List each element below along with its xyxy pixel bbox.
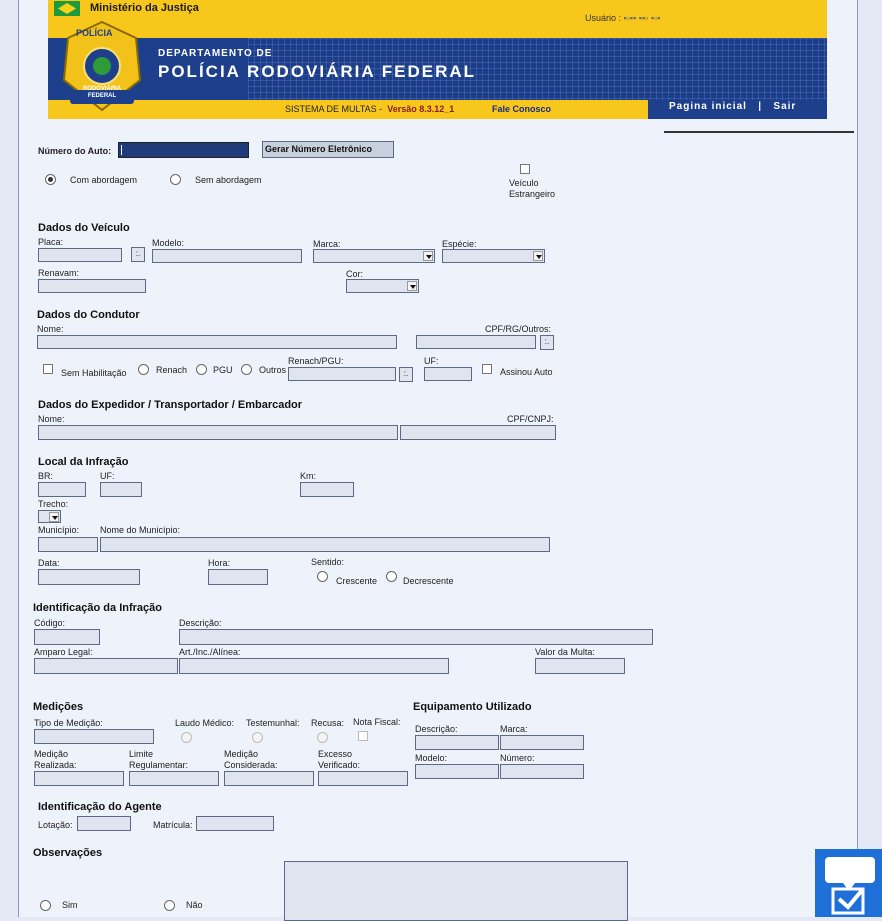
home-link[interactable]: Pagina inicial <box>669 101 747 112</box>
vehicle-section-title: Dados do Veículo <box>38 222 130 234</box>
notes-section-title: Observações <box>33 847 103 859</box>
foreign-vehicle-label: Veículo Estrangeiro <box>509 178 556 199</box>
notes-textarea[interactable] <box>284 861 628 921</box>
renach-label: Renach <box>156 365 188 375</box>
equipment-section-title: Equipamento Utilizado <box>413 701 532 713</box>
measured-label-2: Realizada: <box>34 760 77 770</box>
measured-input[interactable] <box>34 771 124 786</box>
foreign-vehicle-checkbox[interactable] <box>520 164 530 174</box>
model-label: Modelo: <box>152 238 185 248</box>
shipper-cnpj-label: CPF/CNPJ: <box>507 414 554 424</box>
plate-lookup-button[interactable]: :. <box>131 247 145 262</box>
article-label: Art./Inc./Alínea: <box>179 647 241 657</box>
excess-label-2: Verificado: <box>318 760 361 770</box>
signed-label: Assinou Auto <box>500 367 553 377</box>
considered-label-2: Considerada: <box>224 760 278 770</box>
without-approach-label: Sem abordagem <box>195 175 262 185</box>
equipment-model-label: Modelo: <box>415 753 448 763</box>
with-approach-label: Com abordagem <box>70 175 138 185</box>
chat-widget-button[interactable] <box>815 849 882 917</box>
stretch-select[interactable] <box>38 510 61 523</box>
witness-radio[interactable] <box>252 732 263 743</box>
species-select[interactable] <box>442 249 545 263</box>
unit-input[interactable] <box>77 816 131 831</box>
signed-checkbox[interactable] <box>482 364 492 374</box>
time-input[interactable] <box>208 569 268 585</box>
considered-input[interactable] <box>224 771 314 786</box>
br-input[interactable] <box>38 482 86 497</box>
yes-label: Sim <box>62 900 78 910</box>
description-input[interactable] <box>179 629 653 645</box>
location-uf-input[interactable] <box>100 482 142 497</box>
renach-radio[interactable] <box>138 364 149 375</box>
excess-label-1: Excesso <box>318 749 353 759</box>
without-approach-radio[interactable] <box>170 174 181 185</box>
header-banner <box>48 0 827 119</box>
plate-input[interactable] <box>38 248 122 262</box>
excess-input[interactable] <box>318 771 408 786</box>
equipment-number-label: Número: <box>500 753 535 763</box>
logout-link[interactable]: Sair <box>773 101 797 112</box>
auto-number-input[interactable] <box>118 142 249 158</box>
equipment-model-input[interactable] <box>415 764 499 779</box>
user-name: ▪▫▪▪ ▪▪▫ ▪▫▪ <box>623 13 661 23</box>
ascending-label: Crescente <box>336 576 378 586</box>
km-label: Km: <box>300 471 317 481</box>
stretch-label: Trecho: <box>38 499 69 509</box>
article-input[interactable] <box>179 658 449 674</box>
pgu-label: PGU <box>213 365 233 375</box>
divider <box>664 131 854 133</box>
code-input[interactable] <box>34 629 100 645</box>
descending-radio[interactable] <box>386 571 397 582</box>
invoice-label: Nota Fiscal: <box>353 717 401 727</box>
registration-input[interactable] <box>196 816 274 831</box>
system-version: SISTEMA DE MULTAS - Versão 8.3.12_1 <box>285 104 455 114</box>
driver-name-input[interactable] <box>37 335 397 349</box>
municipality-input[interactable] <box>38 537 98 552</box>
refusal-radio[interactable] <box>317 732 328 743</box>
no-label: Não <box>186 900 203 910</box>
shipper-section-title: Dados do Expedidor / Transportador / Embarcador <box>38 399 303 411</box>
measurement-type-input[interactable] <box>34 729 154 744</box>
department-label: DEPARTAMENTO DE <box>158 48 273 59</box>
equipment-brand-input[interactable] <box>500 735 584 750</box>
renach-pgu-label: Renach/PGU: <box>288 356 344 366</box>
description-label: Descrição: <box>179 618 222 628</box>
shipper-name-label: Nome: <box>38 414 65 424</box>
driver-section-title: Dados do Condutor <box>37 309 140 321</box>
witness-label: Testemunhal: <box>246 718 300 728</box>
color-select[interactable] <box>346 279 419 293</box>
medical-radio[interactable] <box>181 732 192 743</box>
br-label: BR: <box>38 471 54 481</box>
measured-label-1: Medição <box>34 749 69 759</box>
badge-label-bottom: RODOVIÁRIA FEDERAL <box>82 86 122 99</box>
others-radio[interactable] <box>241 364 252 375</box>
location-uf-label: UF: <box>100 471 115 481</box>
yes-radio[interactable] <box>40 900 51 911</box>
driver-cpf-label: CPF/RG/Outros: <box>485 324 552 334</box>
limit-label-1: Limite <box>129 749 154 759</box>
color-label: Cor: <box>346 269 364 279</box>
driver-cpf-lookup-button[interactable]: :. <box>540 335 554 350</box>
driver-cpf-input[interactable] <box>416 335 536 349</box>
user-info: Usuário : ▪▫▪▪ ▪▪▫ ▪▫▪ <box>585 13 661 23</box>
date-input[interactable] <box>38 569 140 585</box>
renavam-label: Renavam: <box>38 268 80 278</box>
registration-label: Matrícula: <box>153 820 193 830</box>
fine-value-input[interactable] <box>535 658 625 674</box>
unit-label: Lotação: <box>38 820 73 830</box>
brand-label: Marca: <box>313 239 341 249</box>
shipper-cnpj-input[interactable] <box>400 425 556 440</box>
driver-uf-input[interactable] <box>424 367 472 381</box>
medical-label: Laudo Médico: <box>175 718 235 728</box>
time-label: Hora: <box>208 558 231 568</box>
equipment-brand-label: Marca: <box>500 724 528 734</box>
renavam-input[interactable] <box>38 279 146 293</box>
model-input[interactable] <box>152 249 302 263</box>
others-label: Outros <box>259 365 287 375</box>
pgu-radio[interactable] <box>196 364 207 375</box>
agency-title: POLÍCIA RODOVIÁRIA FEDERAL <box>158 62 477 81</box>
municipality-name-label: Nome do Município: <box>100 525 181 535</box>
brazil-flag-icon <box>54 1 80 16</box>
measurement-type-label: Tipo de Medição: <box>34 718 103 728</box>
equipment-number-input[interactable] <box>500 764 584 779</box>
badge-label-top: POLÍCIA <box>76 28 113 38</box>
generate-number-button[interactable]: Gerar Número Eletrônico <box>262 141 394 158</box>
driver-uf-label: UF: <box>424 356 439 366</box>
date-label: Data: <box>38 558 60 568</box>
municipality-name-input[interactable] <box>100 537 550 552</box>
contact-link[interactable]: Fale Conosco <box>492 104 552 114</box>
plate-label: Placa: <box>38 237 64 247</box>
infraction-section-title: Identificação da Infração <box>33 602 162 614</box>
considered-label-1: Medição <box>224 749 259 759</box>
km-input[interactable] <box>300 482 354 497</box>
limit-input[interactable] <box>129 771 219 786</box>
brand-select[interactable] <box>313 249 435 263</box>
fine-value-label: Valor da Multa: <box>535 647 595 657</box>
no-license-label: Sem Habilitação <box>61 368 127 378</box>
measurements-section-title: Medições <box>33 701 84 713</box>
ascending-radio[interactable] <box>317 571 328 582</box>
with-approach-radio[interactable] <box>45 174 56 185</box>
location-section-title: Local da Infração <box>38 456 129 468</box>
invoice-checkbox[interactable] <box>358 731 368 741</box>
direction-label: Sentido: <box>311 557 345 567</box>
refusal-label: Recusa: <box>311 718 345 728</box>
driver-name-label: Nome: <box>37 324 64 334</box>
renach-pgu-input[interactable] <box>288 367 396 381</box>
legal-input[interactable] <box>34 658 178 674</box>
code-label: Código: <box>34 618 66 628</box>
auto-number-label: Número do Auto: <box>38 146 112 156</box>
legal-label: Amparo Legal: <box>34 647 93 657</box>
equipment-description-input[interactable] <box>415 735 499 750</box>
shipper-name-input[interactable] <box>38 425 398 440</box>
nav-links: Pagina inicial | Sair <box>669 101 797 112</box>
limit-label-2: Regulamentar: <box>129 760 189 770</box>
descending-label: Decrescente <box>403 576 454 586</box>
agent-section-title: Identificação do Agente <box>38 801 162 813</box>
renach-lookup-button[interactable]: :. <box>399 367 413 382</box>
no-license-checkbox[interactable] <box>43 364 53 374</box>
municipality-label: Município: <box>38 525 80 535</box>
no-radio[interactable] <box>164 900 175 911</box>
ministry-title: Ministério da Justiça <box>90 2 199 14</box>
chat-icon <box>815 849 882 917</box>
equipment-description-label: Descrição: <box>415 724 458 734</box>
species-label: Espécie: <box>442 239 477 249</box>
